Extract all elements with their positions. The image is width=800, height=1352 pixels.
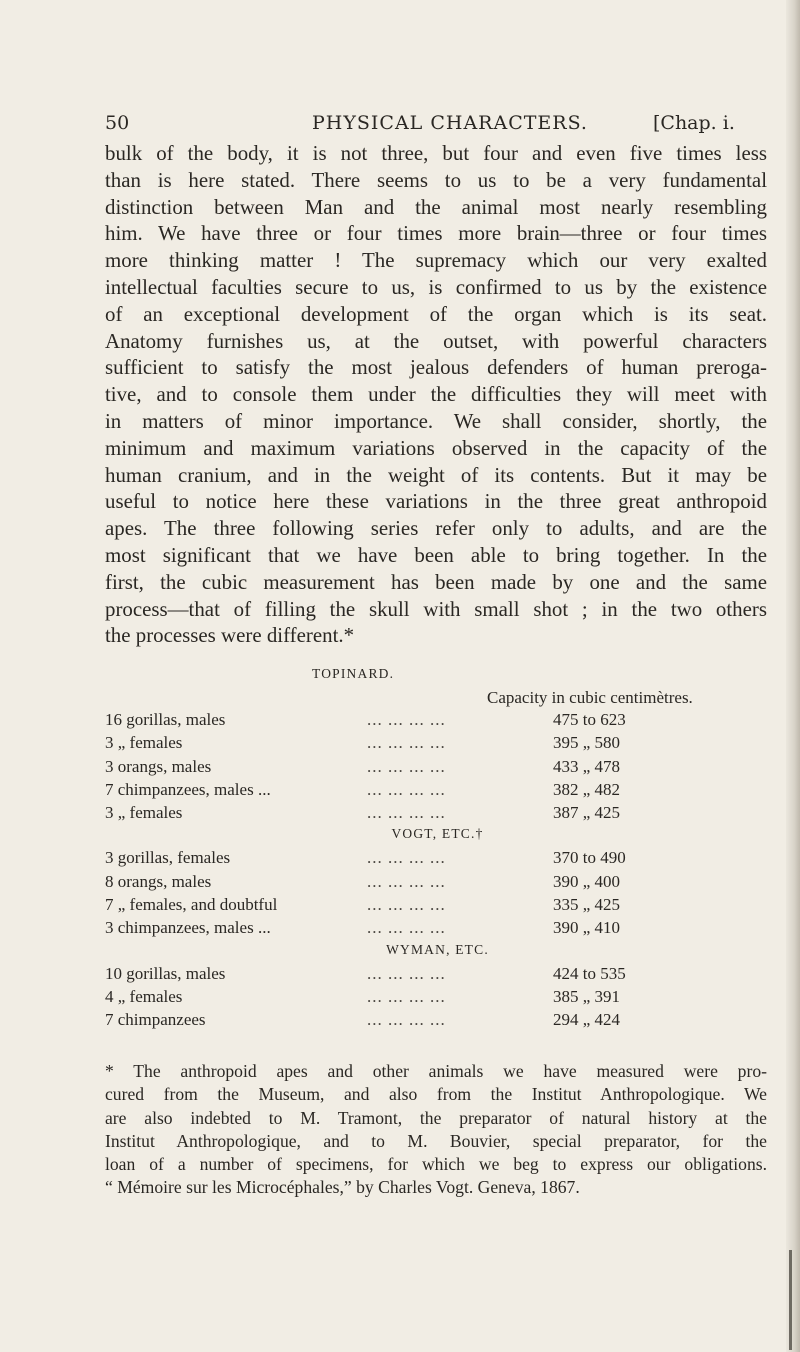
table-row bbox=[105, 964, 770, 987]
body-line: bulk of the body, it is not three, but four and even five times less bbox=[105, 141, 767, 165]
body-line: tive, and to console them under the difficulties they will meet with bbox=[105, 382, 767, 407]
table-row bbox=[105, 780, 770, 803]
row-label: 10 gorillas, males bbox=[105, 963, 226, 983]
leader-dots: ... ... ... ... bbox=[367, 918, 446, 938]
body-line: Anatomy furnishes us, at the outset, with powerful characters bbox=[105, 328, 767, 353]
row-range: 382 „ 482 bbox=[553, 779, 621, 799]
leader-dots: ... ... ... ... bbox=[367, 756, 446, 776]
table-row bbox=[105, 895, 770, 918]
body-line: useful to notice here these variations in the three great anthropoid bbox=[105, 489, 767, 514]
table-row bbox=[105, 987, 770, 1010]
body-line: the processes were different.* bbox=[105, 623, 355, 648]
row-label: 4 „ females bbox=[105, 986, 183, 1006]
table-row bbox=[105, 872, 770, 895]
row-label: 3 „ females bbox=[105, 733, 183, 753]
row-label: 7 „ females, and doubtful bbox=[105, 895, 278, 915]
body-paragraph bbox=[105, 140, 767, 649]
table-row bbox=[105, 710, 770, 733]
section-heading-topinard: TOPINARD. bbox=[312, 666, 395, 681]
row-label: 3 „ females bbox=[105, 803, 183, 823]
row-label: 8 orangs, males bbox=[105, 871, 212, 891]
leader-dots: ... ... ... ... bbox=[367, 871, 446, 891]
row-label: 7 chimpanzees bbox=[105, 1010, 206, 1030]
leader-dots: ... ... ... ... bbox=[367, 733, 446, 753]
page-number: 50 bbox=[105, 112, 130, 134]
footnote-line: “ Mémoire sur les Microcéphales,” by Charles Vogt. Geneva, 1867. bbox=[105, 1177, 580, 1198]
body-line: apes. The three following series refer only to adults, and are the bbox=[105, 516, 767, 541]
page-header bbox=[105, 112, 770, 142]
row-range: 370 to 490 bbox=[553, 848, 626, 868]
row-label: 7 chimpanzees, males ... bbox=[105, 779, 271, 799]
leader-dots: ... ... ... ... bbox=[367, 895, 446, 915]
table-row bbox=[105, 1010, 770, 1033]
leader-dots: ... ... ... ... bbox=[367, 963, 446, 983]
body-line: intellectual faculties secure to us, is confirmed to us by the existence bbox=[105, 274, 767, 299]
footnote bbox=[105, 1060, 767, 1200]
page-edge bbox=[786, 0, 800, 1352]
row-range: 335 „ 425 bbox=[553, 895, 621, 915]
section-heading-wyman: WYMAN, ETC. bbox=[386, 941, 489, 957]
footnote-line: cured from the Museum, and also from the Institut Anthropologique. We bbox=[105, 1084, 767, 1105]
leader-dots: ... ... ... ... bbox=[367, 803, 446, 823]
body-line: than is here stated. There seems to us to be a very fundamental bbox=[105, 167, 767, 192]
leader-dots: ... ... ... ... bbox=[367, 848, 446, 868]
row-range: 387 „ 425 bbox=[553, 803, 621, 823]
footnote-line: * The anthropoid apes and other animals we have measured were pro- bbox=[105, 1061, 767, 1081]
running-title: PHYSICAL CHARACTERS. bbox=[312, 112, 588, 134]
table-row bbox=[105, 918, 770, 941]
table-row bbox=[105, 848, 770, 871]
body-line: him. We have three or four times more brain—three or four times bbox=[105, 221, 767, 246]
table-row bbox=[105, 757, 770, 780]
row-range: 433 „ 478 bbox=[553, 756, 621, 776]
row-label: 3 chimpanzees, males ... bbox=[105, 918, 271, 938]
body-line: sufficient to satisfy the most jealous defenders of human preroga- bbox=[105, 355, 767, 380]
body-line: in matters of minor importance. We shall consider, shortly, the bbox=[105, 408, 767, 433]
body-line: distinction between Man and the animal most nearly resembling bbox=[105, 194, 767, 219]
leader-dots: ... ... ... ... bbox=[367, 1010, 446, 1030]
row-range: 424 to 535 bbox=[553, 963, 626, 983]
leader-dots: ... ... ... ... bbox=[367, 986, 446, 1006]
body-line: of an exceptional development of the organ which is its seat. bbox=[105, 301, 767, 326]
row-range: 294 „ 424 bbox=[553, 1010, 621, 1030]
table-row bbox=[105, 803, 770, 826]
row-label: 3 orangs, males bbox=[105, 756, 212, 776]
page-edge-line bbox=[789, 1250, 792, 1350]
row-label: 16 gorillas, males bbox=[105, 710, 226, 729]
capacity-column-heading: Capacity in cubic centimètres. bbox=[487, 688, 693, 707]
body-line: human cranium, and in the weight of its contents. But it may be bbox=[105, 462, 767, 487]
footnote-line: are also indebted to M. Tramont, the preparator of natural history at the bbox=[105, 1107, 767, 1128]
row-range: 390 „ 400 bbox=[553, 871, 621, 891]
row-range: 475 to 623 bbox=[553, 710, 626, 729]
table-row bbox=[105, 733, 770, 756]
body-line: more thinking matter ! The supremacy which our very exalted bbox=[105, 248, 767, 273]
row-label: 3 gorillas, females bbox=[105, 848, 231, 868]
footnote-line: loan of a number of specimens, for which we beg to express our obligations. bbox=[105, 1154, 767, 1175]
leader-dots: ... ... ... ... bbox=[367, 779, 446, 799]
body-line: minimum and maximum variations observed in the capacity of the bbox=[105, 435, 767, 460]
row-range: 390 „ 410 bbox=[553, 918, 621, 938]
footnote-line: Institut Anthropologique, and to M. Bouvier, special preparator, for the bbox=[105, 1130, 767, 1151]
body-line: first, the cubic measurement has been made by one and the same bbox=[105, 569, 767, 594]
row-range: 395 „ 580 bbox=[553, 733, 621, 753]
leader-dots: ... ... ... ... bbox=[367, 710, 446, 729]
body-line: process—that of filling the skull with small shot ; in the two others bbox=[105, 596, 767, 621]
body-line: most significant that we have been able to bring together. In the bbox=[105, 542, 767, 567]
capacity-table bbox=[105, 666, 770, 1034]
row-range: 385 „ 391 bbox=[553, 986, 621, 1006]
section-heading-vogt: VOGT, ETC.† bbox=[391, 826, 484, 842]
chapter-reference: [Chap. i. bbox=[653, 112, 735, 134]
